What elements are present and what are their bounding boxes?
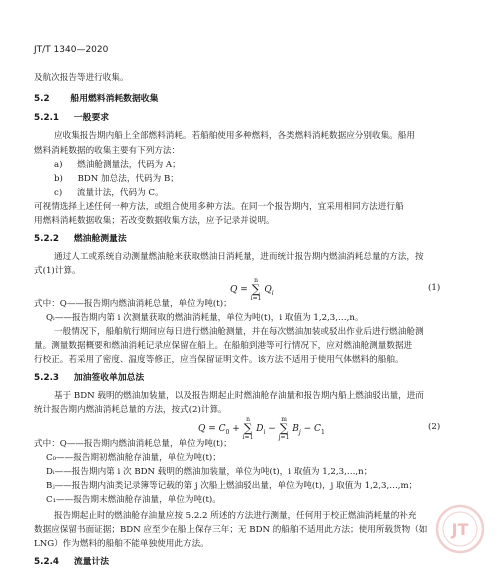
list-text: 流量计法，代码为 C。	[76, 188, 164, 198]
list-item	[54, 187, 164, 199]
paragraph-line: 式(1)计算。	[34, 266, 81, 276]
section-number: 5.2.1	[34, 113, 60, 123]
section-title: 加油签收单加总法	[73, 373, 145, 383]
where-line: C₁——报告期末燃油舱存油量，单位为吨(t)。	[46, 495, 221, 505]
where-line: Dᵢ——报告期内第 i 次 BDN 载明的燃油加装量，单位为吨(t)，i 取值为 1,2,3,…,n；	[46, 467, 373, 477]
paragraph-line: 用燃料消耗数据收集；若改变数据收集方法，应予记录并说明。	[34, 216, 275, 226]
section-heading-5-2-2	[34, 233, 127, 245]
watermark-logo	[434, 503, 486, 555]
equation-1: Q = n ∑ i=1 $Q_i$	[230, 277, 274, 302]
list-item	[54, 173, 179, 185]
section-number: 5.2.3	[34, 373, 60, 383]
section-heading-5-2-3	[34, 372, 144, 384]
where-line: 式中：Q——报告期内燃油消耗总量，单位为吨(t)；	[34, 439, 232, 449]
paragraph-line: 基于 BDN 载明的燃油加装量，以及报告期起止时燃油舱存油量和报告期内船上燃油驳出量，进而	[54, 391, 424, 401]
section-title: 船用燃料消耗数据收集	[70, 94, 159, 104]
list-text: 燃油舱测量法，代码为 A；	[77, 160, 181, 170]
section-number: 5.2.4	[34, 557, 60, 567]
equation-number: (1)	[428, 283, 441, 293]
where-line: 式中：Q——报告期内燃油消耗总量，单位为吨(t)；	[34, 299, 232, 309]
list-marker: b)	[54, 174, 63, 184]
paragraph-line: 应收集报告期内船上全部燃料消耗。若船舶使用多种燃料，各类燃料消耗数据应分别收集。船用	[54, 131, 415, 141]
section-number: 5.2	[34, 94, 50, 104]
paragraph-line: 量。测量数据概要和燃油消耗记录应保留在船上。在船舶到港等可行情况下，应对燃油舱测量数据进	[34, 341, 413, 351]
section-title: 流量计法	[73, 557, 110, 567]
watermark-text: JT	[451, 520, 469, 539]
paragraph-line: 行校正。若采用了密度、温度等修正，应当保留证明文件。该方法不适用于使用气体燃料的船舶。	[34, 355, 404, 365]
section-heading-5-2	[34, 93, 158, 105]
section-number: 5.2.2	[34, 234, 60, 244]
section-title: 一般要求	[73, 113, 110, 123]
equation-2: $Q = C_0$ + n ∑ i=1 $D_i$ − m ∑ j=1 $B_j - C_1$	[198, 416, 325, 441]
paragraph-line: 一般情况下，船舶航行期间应每日进行燃油舱测量，并在每次燃油加装或驳出作业后进行燃油舱测	[54, 327, 424, 337]
paragraph-line: 报告期起止时的燃油舱存油量应按 5.2.2 所述的方法进行测量，任何用于校正燃油消耗量的补充	[54, 511, 417, 521]
section-heading-5-2-1	[34, 112, 109, 124]
summation-symbol: m ∑ j=1	[278, 416, 290, 441]
section-title: 燃油舱测量法	[73, 234, 127, 244]
where-line: Qᵢ——报告期内第 i 次测量获取的燃油消耗量，单位为吨(t)，i 取值为 1,2,3,…,n。	[46, 313, 364, 323]
where-line: Bⱼ——报告期内油类记录簿等记载的第 j 次船上燃油驳出量，单位为吨(t)，j 取值为 1,2,3,…,m；	[46, 481, 418, 491]
section-heading-5-2-4	[34, 556, 109, 568]
eq-lhs: Q	[230, 285, 238, 295]
list-text: BDN 加总法，代码为 B；	[77, 174, 179, 184]
list-marker: a)	[54, 160, 63, 170]
paragraph-line: 统计报告期内燃油消耗总量的方法，按式(2)计算。	[34, 405, 227, 415]
paragraph-line: LNG）作为燃料的船舶不能单独使用此方法。	[34, 539, 209, 549]
document-id-header: JT/T 1340—2020	[34, 45, 109, 55]
intro-line: 及航次报告等进行收集。	[34, 73, 129, 83]
list-marker: c)	[54, 188, 63, 198]
equation-number: (2)	[428, 422, 441, 432]
summation-symbol: n ∑ i=1	[242, 416, 254, 441]
paragraph-line: 数据应保留书面证据；BDN 应至少在船上保存三年；无 BDN 的船舶不适用此方法；使用所载货物（如	[34, 525, 428, 535]
paragraph-line: 通过人工或系统自动测量燃油舱来获取燃油日消耗量，进而统计报告期内燃油消耗总量的方法，按	[54, 252, 424, 262]
summation-symbol: n ∑ i=1	[250, 277, 262, 302]
paragraph-line: 燃料消耗数据的收集主要有下列方法：	[34, 146, 181, 156]
paragraph-line: 可视情选择上述任何一种方法，或组合使用多种方法。在同一个报告期内，宜采用相同方法进行船	[34, 202, 404, 212]
list-item	[54, 159, 181, 171]
where-line: C₀——报告期初燃油舱存油量，单位为吨(t)；	[46, 453, 221, 463]
